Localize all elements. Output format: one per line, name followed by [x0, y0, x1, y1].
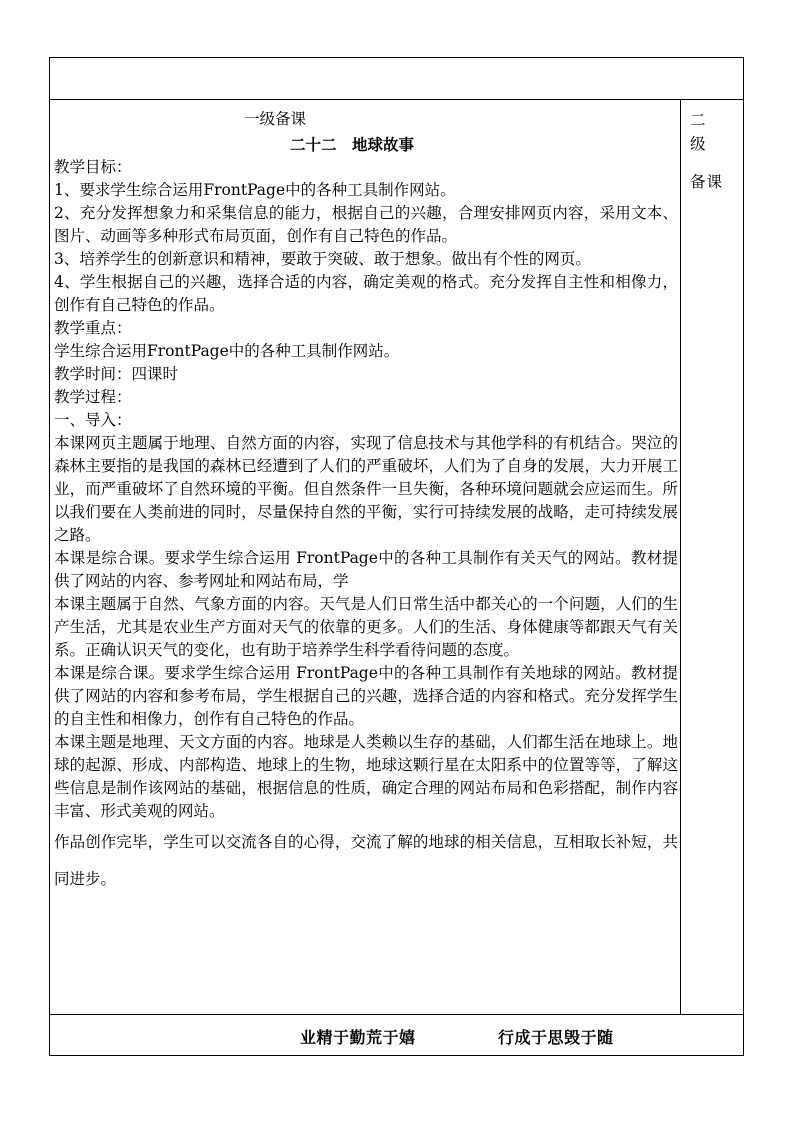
- paragraph: 教学目标：: [54, 158, 132, 176]
- paragraph: 1、要求学生综合运用FrontPage中的各种工具制作网站。: [54, 181, 456, 199]
- paragraph: 本课是综合课。要求学生综合运用 FrontPage中的各种工具制作有关天气的网站。教材提供了网站的内容、参考网址和网站布局，学: [54, 549, 678, 590]
- paragraph: 一、导入：: [54, 411, 132, 429]
- main-content-cell: [54, 108, 678, 898]
- paragraph: 本课是综合课。要求学生综合运用 FrontPage中的各种工具制作有关地球的网站。教材提供了网站的内容和参考布局，学生根据自己的兴趣，选择合适的内容和格式。充分发挥学生的自主性和相像力，创作有自己特色的作品。: [54, 664, 678, 728]
- footer-row: [50, 1015, 743, 1055]
- paragraph: 4、学生根据自己的兴趣，选择合适的内容，确定美观的格式。充分发挥自主性和相像力，创作有自己特色的作品。: [54, 273, 678, 314]
- lesson-level-label: 一级备课: [244, 110, 307, 128]
- footer-motto-right: 行成于思毁于随: [498, 1028, 614, 1047]
- closing-paragraph: 作品创作完毕，学生可以交流各自的心得，交流了解的地球的相关信息，互相取长补短，共同进步。: [54, 833, 678, 888]
- paragraph: 教学重点：: [54, 319, 132, 337]
- lesson-plan-table: [49, 57, 744, 1056]
- side-label-line1: 二级: [690, 111, 722, 153]
- side-label-cell: [690, 108, 742, 194]
- paragraph: 教学时间：四课时: [54, 365, 179, 383]
- table-content-row: [50, 100, 743, 1015]
- lesson-title: 二十二 地球故事: [290, 135, 415, 154]
- table-header-row: [50, 58, 743, 100]
- side-label-line2: 备课: [690, 173, 724, 191]
- paragraph: 教学过程：: [54, 388, 132, 406]
- paragraph: 2、充分发挥想象力和采集信息的能力，根据自己的兴趣，合理安排网页内容，采用文本、图片、动画等多种形式布局页面，创作有自己特色的作品。: [54, 204, 678, 245]
- footer-motto-left: 业精于勤荒于嬉: [300, 1028, 416, 1047]
- paragraph: 本课主题属于自然、气象方面的内容。天气是人们日常生活中都关心的一个问题，人们的生产生活，尤其是农业生产方面对天气的依靠的更多。人们的生活、身体健康等都跟天气有关系。正确认识天气的变化，也有助于培养学生科学看待问题的态度。: [54, 595, 678, 659]
- paragraph: 本课主题是地理、天文方面的内容。地球是人类赖以生存的基础，人们都生活在地球上。地球的起源、形成、内部构造、地球上的生物，地球这颗行星在太阳系中的位置等等，了解这些信息是制作该网站的基础，根据信息的性质，确定合理的网站布局和色彩搭配，制作内容丰富、形式美观的网站。: [54, 733, 678, 820]
- paragraph: 本课网页主题属于地理、自然方面的内容，实现了信息技术与其他学科的有机结合。哭泣的森林主要指的是我国的森林已经遭到了人们的严重破坏，人们为了自身的发展，大力开展工业，而严重破坏了自然环境的平衡。但自然条件一旦失衡，各种环境问题就会应运而生。所以我们要在人类前进的同时，尽量保持自然的平衡，实行可持续发展的战略，走可持续发展之路。: [54, 434, 678, 544]
- column-divider: [680, 100, 681, 1014]
- paragraph: 学生综合运用FrontPage中的各种工具制作网站。: [54, 342, 400, 360]
- paragraph: 3、培养学生的创新意识和精神，要敢于突破、敢于想象。做出有个性的网页。: [54, 250, 591, 268]
